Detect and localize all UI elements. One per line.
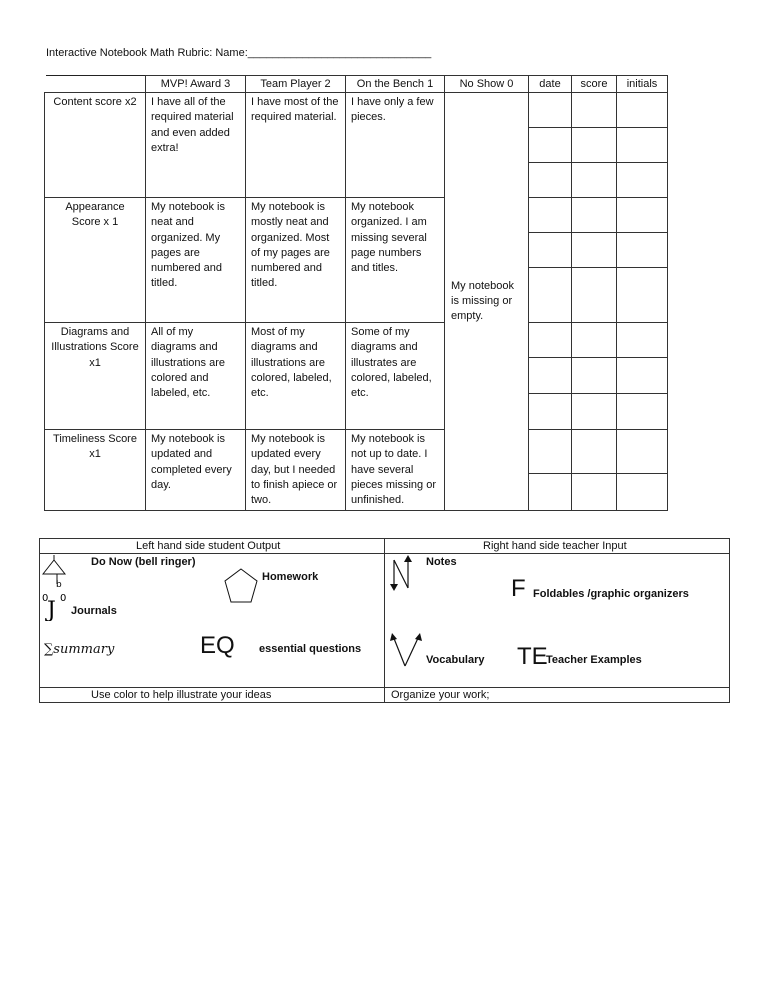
criterion-diagrams: Diagrams and Illustrations Score x1 <box>45 323 146 430</box>
initials-cell[interactable] <box>617 394 668 430</box>
cell-content-bench: I have only a few pieces. <box>346 93 445 198</box>
legend-header-rule <box>40 553 729 554</box>
date-cell[interactable] <box>529 430 572 474</box>
date-cell[interactable] <box>529 233 572 268</box>
cell-no-show: My notebook is missing or empty. <box>445 93 529 511</box>
cell-diagrams-team: Most of my diagrams and illustrations are colored, labeled, etc. <box>246 323 346 430</box>
legend-divider <box>384 539 385 702</box>
date-cell[interactable] <box>529 474 572 511</box>
initials-cell[interactable] <box>617 323 668 358</box>
notes-arrow-icon <box>388 554 416 592</box>
svg-text:0: 0 <box>60 593 67 604</box>
left-header: Left hand side student Output <box>136 540 281 552</box>
date-cell[interactable] <box>529 128 572 163</box>
score-cell[interactable] <box>572 430 617 474</box>
score-cell[interactable] <box>572 198 617 233</box>
score-cell[interactable] <box>572 394 617 430</box>
teacher-examples-symbol: TE <box>517 643 548 670</box>
initials-cell[interactable] <box>617 268 668 323</box>
date-cell[interactable] <box>529 93 572 128</box>
right-footer: Organize your work; <box>391 689 490 701</box>
cell-appearance-team: My notebook is mostly neat and organized. Most of my pages are numbered and titled. <box>246 198 346 323</box>
cell-appearance-mvp: My notebook is neat and organized. My pages are numbered and titled. <box>146 198 246 323</box>
header-team-player: Team Player 2 <box>246 76 346 93</box>
right-header: Right hand side teacher Input <box>483 540 627 552</box>
score-cell[interactable] <box>572 323 617 358</box>
do-now-icon <box>42 554 68 588</box>
rubric-table <box>44 75 668 511</box>
cell-diagrams-mvp: All of my diagrams and illustrations are colored and labeled, etc. <box>146 323 246 430</box>
date-cell[interactable] <box>529 198 572 233</box>
vocabulary-v-icon <box>389 632 423 670</box>
header-on-the-bench: On the Bench 1 <box>346 76 445 93</box>
score-cell[interactable] <box>572 233 617 268</box>
header-date: date <box>529 76 572 93</box>
criterion-timeliness: Timeliness Score x1 <box>45 430 146 511</box>
foldables-label: Foldables /graphic organizers <box>533 588 689 600</box>
date-cell[interactable] <box>529 394 572 430</box>
cell-timeliness-mvp: My notebook is updated and completed every day. <box>146 430 246 511</box>
date-cell[interactable] <box>529 358 572 394</box>
date-cell[interactable] <box>529 163 572 198</box>
initials-cell[interactable] <box>617 358 668 394</box>
svg-text:0: 0 <box>42 593 49 604</box>
criterion-content: Content score x2 <box>45 93 146 198</box>
header-no-show: No Show 0 <box>445 76 529 93</box>
cell-diagrams-bench: Some of my diagrams and illustrates are colored, labeled, etc. <box>346 323 445 430</box>
initials-cell[interactable] <box>617 474 668 511</box>
score-cell[interactable] <box>572 268 617 323</box>
score-cell[interactable] <box>572 474 617 511</box>
summary-label: ∑summary <box>44 642 115 657</box>
eq-label: essential questions <box>259 643 362 655</box>
journals-icon <box>42 591 70 621</box>
homework-label: Homework <box>262 571 319 583</box>
initials-cell[interactable] <box>617 93 668 128</box>
svg-text:J: J <box>47 598 56 621</box>
legend-footer-rule <box>40 687 729 688</box>
date-cell[interactable] <box>529 323 572 358</box>
vocabulary-label: Vocabulary <box>426 654 485 666</box>
foldables-symbol: F <box>511 575 526 602</box>
homework-pentagon-icon <box>223 567 259 605</box>
teacher-examples-label: Teacher Examples <box>546 654 642 666</box>
svg-text:b: b <box>56 580 62 588</box>
left-footer: Use color to help illustrate your ideas <box>91 689 272 701</box>
score-cell[interactable] <box>572 93 617 128</box>
header-mvp: MVP! Award 3 <box>146 76 246 93</box>
initials-cell[interactable] <box>617 233 668 268</box>
date-cell[interactable] <box>529 268 572 323</box>
journals-label: Journals <box>71 605 117 617</box>
initials-cell[interactable] <box>617 430 668 474</box>
notes-label: Notes <box>426 556 457 568</box>
header-blank <box>45 76 146 93</box>
score-cell[interactable] <box>572 358 617 394</box>
cell-timeliness-bench: My notebook is not up to date. I have several pieces missing or unfinished. <box>346 430 445 511</box>
initials-cell[interactable] <box>617 163 668 198</box>
initials-cell[interactable] <box>617 198 668 233</box>
score-cell[interactable] <box>572 128 617 163</box>
initials-cell[interactable] <box>617 128 668 163</box>
cell-content-mvp: I have all of the required material and even added extra! <box>146 93 246 198</box>
legend-box <box>39 538 730 703</box>
do-now-label: Do Now (bell ringer) <box>91 556 196 568</box>
score-cell[interactable] <box>572 163 617 198</box>
criterion-appearance: Appearance Score x 1 <box>45 198 146 323</box>
cell-timeliness-team: My notebook is updated every day, but I needed to finish apiece or two. <box>246 430 346 511</box>
eq-symbol: EQ <box>200 632 235 659</box>
page-title: Interactive Notebook Math Rubric: Name:______________________________ <box>46 47 432 59</box>
cell-content-team: I have most of the required material. <box>246 93 346 198</box>
header-score: score <box>572 76 617 93</box>
header-initials: initials <box>617 76 668 93</box>
cell-appearance-bench: My notebook organized. I am missing several page numbers and titles. <box>346 198 445 323</box>
